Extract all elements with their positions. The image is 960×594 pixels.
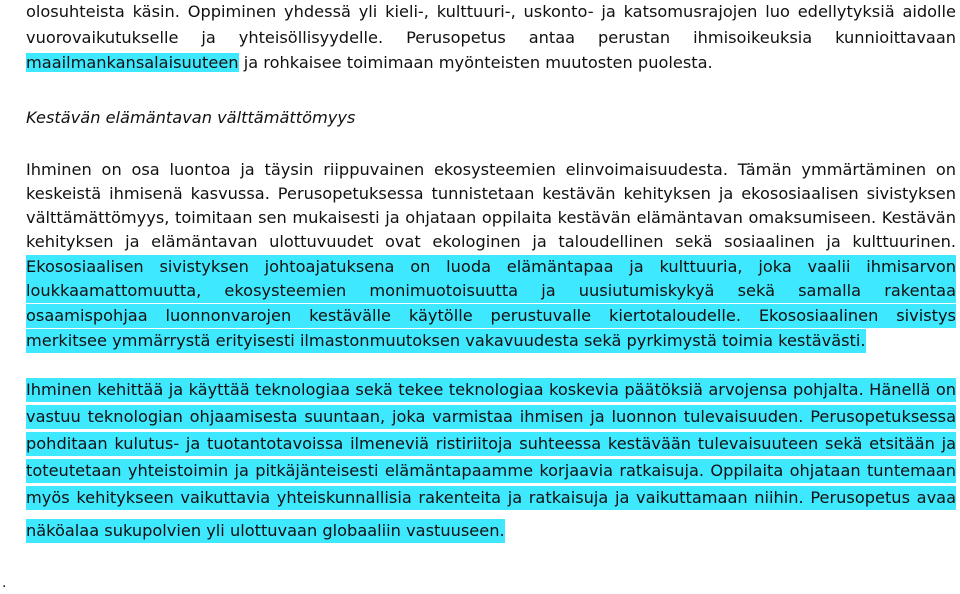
intro-line-3-rest: ja rohkaisee toimimaan myönteisten muutosten puolesta.: [238, 53, 713, 72]
paragraph2-line-1: Ihminen kehittää ja käyttää teknologiaa sekä tekee teknologiaa koskevia päätöksiä arvojensa pohjalta. Hänellä on: [26, 378, 956, 402]
intro-line-2: vuorovaikutukselle ja yhteisöllisyydelle. Perusopetus antaa perustan ihmisoikeuksia kunnioittavaan: [26, 28, 956, 47]
paragraph1-line-2: keskeistä ihmisenä kasvussa. Perusopetuksessa tunnistetaan kestävän kehityksen ja ekososiaalisen sivistyksen: [26, 184, 956, 203]
paragraph1-line-6: loukkaamattomuutta, ekosysteemien monimuotoisuutta ja uusiutumiskykyä sekä samalla rakentaa: [26, 279, 956, 303]
paragraph2-line-3: pohditaan kulutus- ja tuotantotavoissa ilmeneviä ristiriitoja suhteessa kestävään tulevaisuuteen sekä etsitään ja: [26, 432, 956, 456]
intro-line-3: [26, 51, 713, 75]
highlighted-text: maailmankansalaisuuteen: [26, 53, 239, 72]
section-heading: Kestävän elämäntavan välttämättömyys: [26, 108, 356, 127]
paragraph1-line-8: merkitsee ymmärrystä erityisesti ilmastonmuutoksen vakavuudesta sekä pyrkimystä toimia kestävästi.: [26, 329, 866, 353]
stray-dot: .: [2, 575, 7, 591]
paragraph2-line-2: vastuu teknologian ohjaamisesta suuntaan, joka varmistaa ihmisen ja luonnon tulevaisuuden. Perusopetuksessa: [26, 405, 956, 429]
paragraph1-line-5: Ekososiaalisen sivistyksen johtoajatuksena on luoda elämäntapaa ja kulttuuria, joka vaalii ihmisarvon: [26, 255, 956, 279]
paragraph2-line-5: myös kehitykseen vaikuttavia yhteiskunnallisia rakenteita ja ratkaisuja ja vaikuttamaan niihin. Perusopetus avaa: [26, 486, 956, 510]
paragraph1-line-7: osaamispohjaa luonnonvarojen kestävälle käytölle perustuvalle kiertotaloudelle. Ekososiaalinen sivistys: [26, 304, 956, 328]
paragraph2-line-6: näköalaa sukupolvien yli ulottuvaan globaaliin vastuuseen.: [26, 519, 505, 543]
paragraph2-line-4: toteutetaan yhteistoimin ja pitkäjänteisesti elämäntapaamme korjaavia ratkaisuja. Oppilaita ohjataan tuntemaan: [26, 459, 956, 483]
intro-line-1: olosuhteista käsin. Oppiminen yhdessä yli kieli-, kulttuuri-, uskonto- ja katsomusrajojen luo edellytyksiä aidolle: [26, 2, 956, 21]
paragraph1-line-3: välttämättömyys, toimitaan sen mukaisesti ja ohjataan oppilaita kestävän elämäntavan omaksumiseen. Kestävän: [26, 208, 956, 227]
paragraph1-line-4: kehityksen ja elämäntavan ulottuvuudet ovat ekologinen ja taloudellinen sekä sosiaalinen ja kulttuurinen.: [26, 232, 956, 251]
paragraph1-line-1: Ihminen on osa luontoa ja täysin riippuvainen ekosysteemien elinvoimaisuudesta. Tämän ymmärtäminen on: [26, 160, 956, 179]
